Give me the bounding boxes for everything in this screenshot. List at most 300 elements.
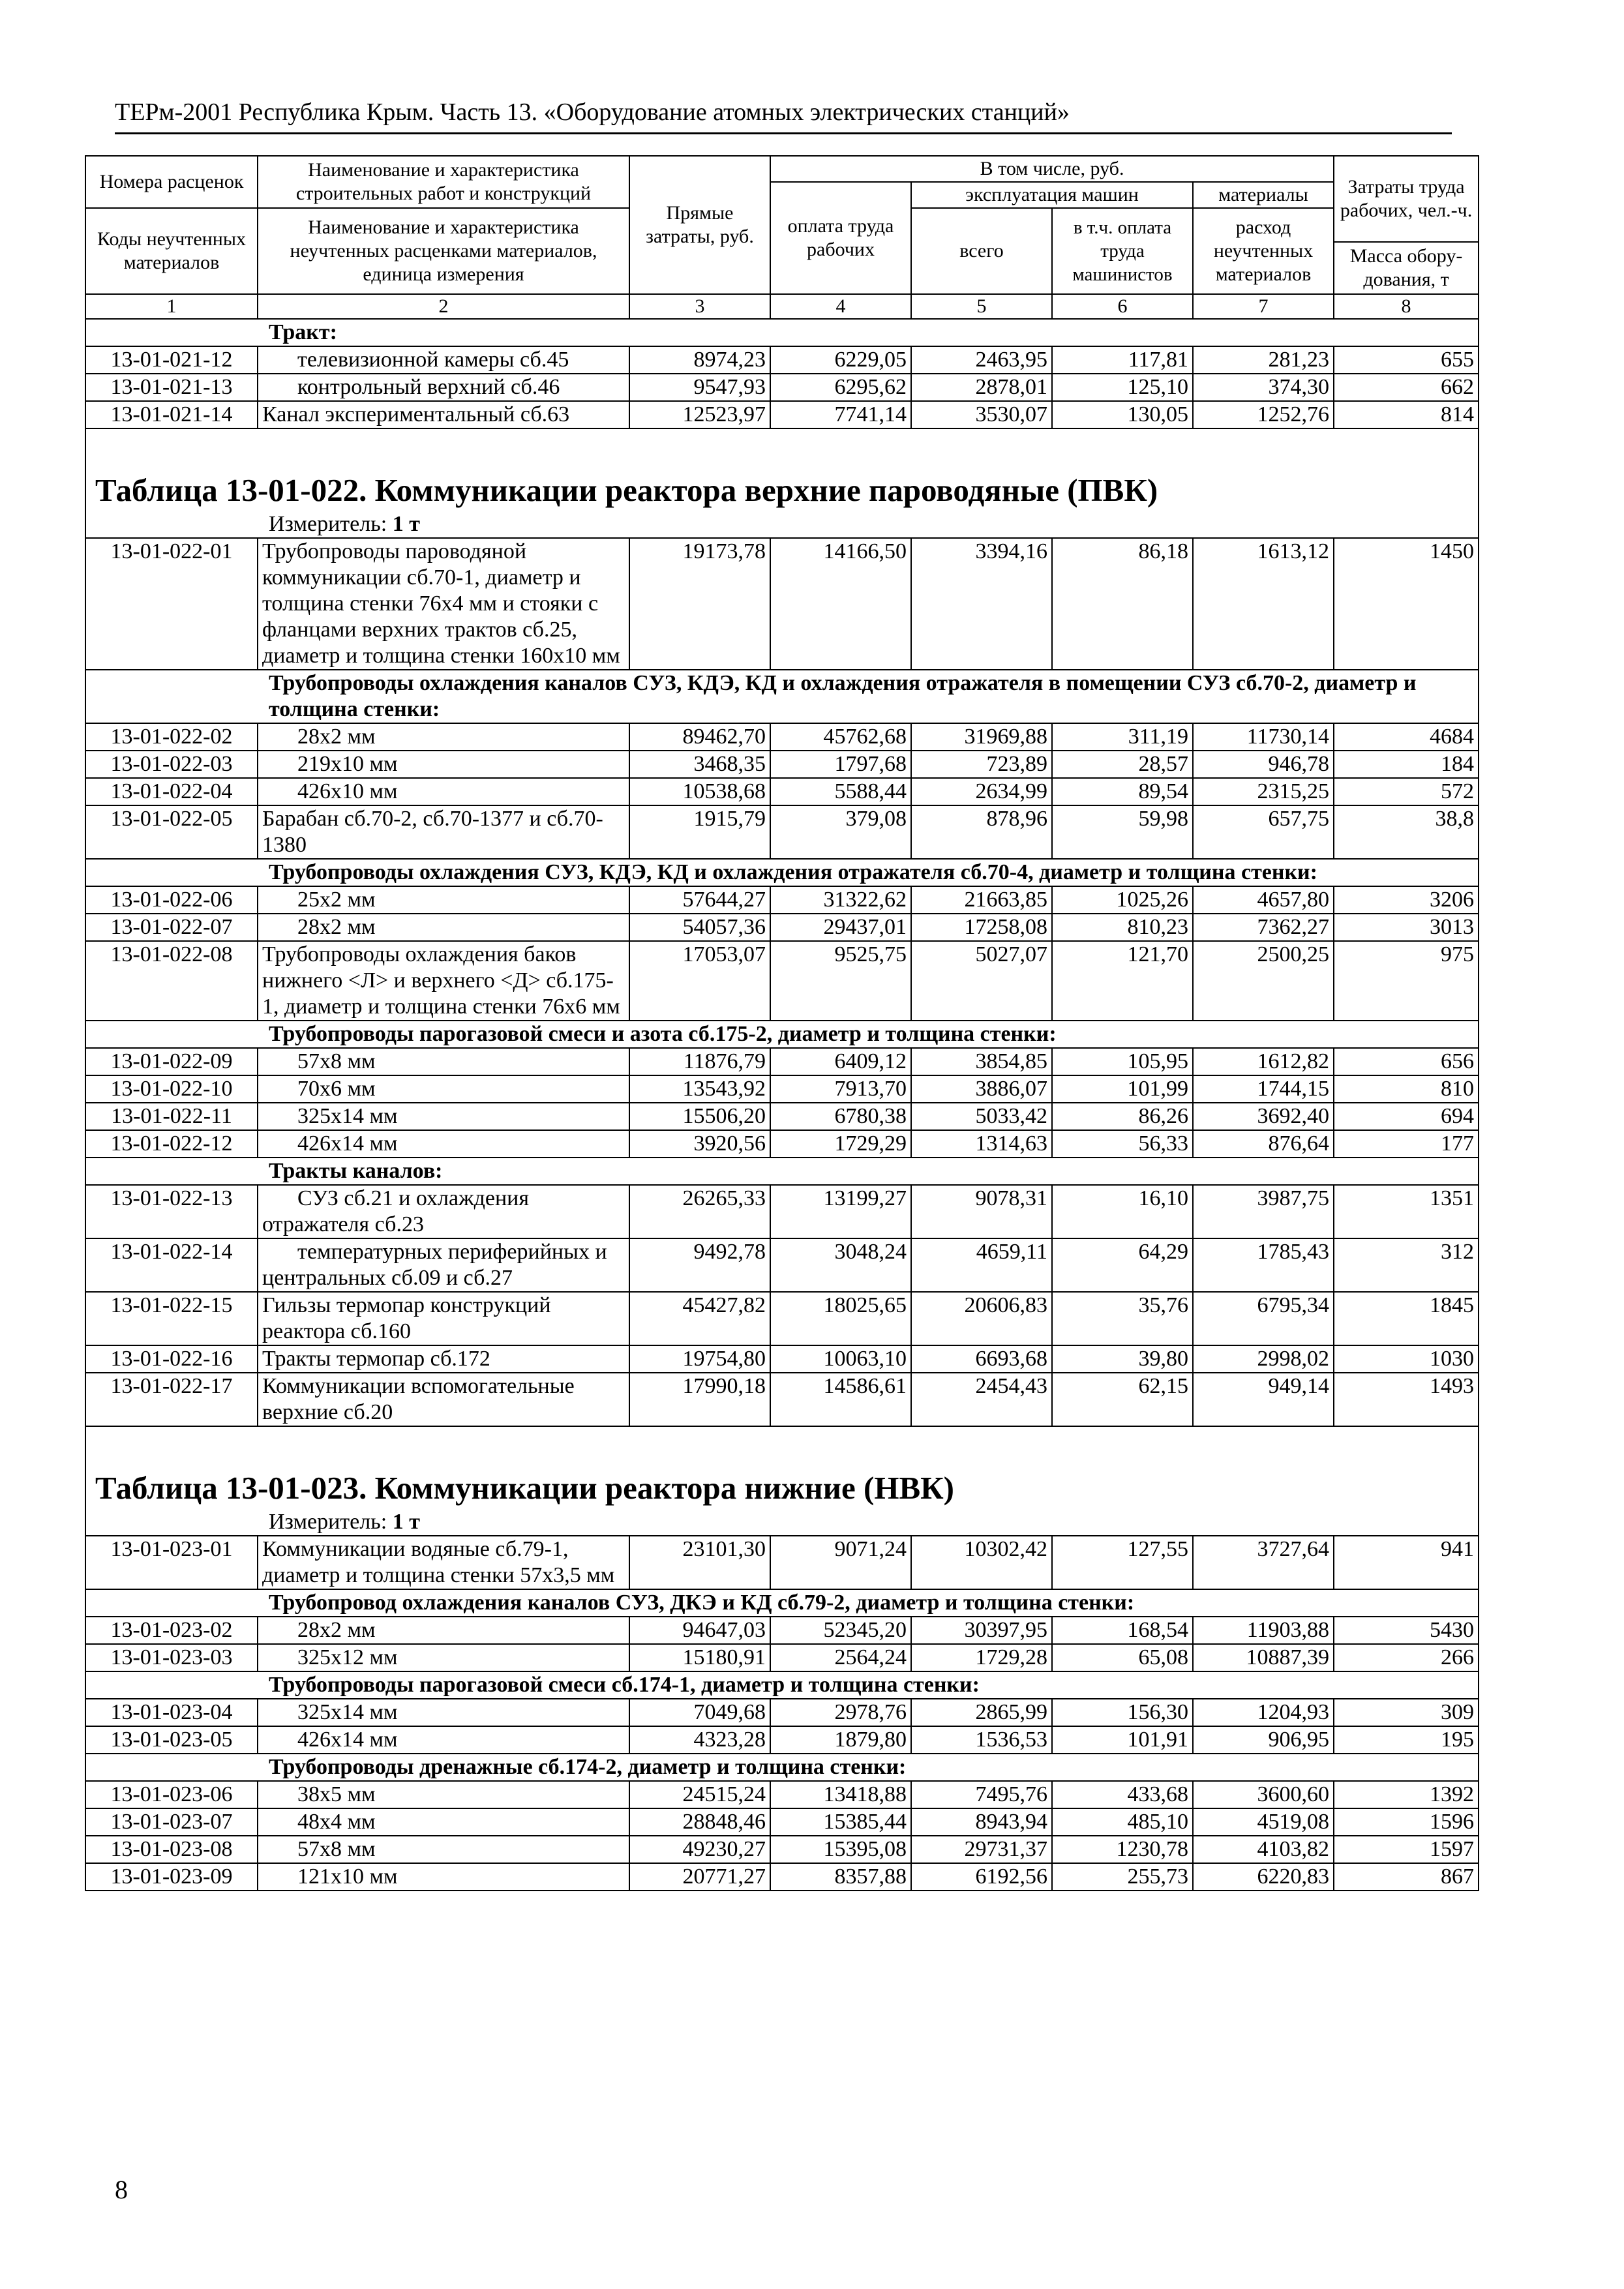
rate-code: 13-01-022-17: [85, 1373, 258, 1426]
value-v7: 10887,39: [1193, 1644, 1334, 1671]
header-number: 3: [629, 294, 770, 319]
group-row: [85, 1158, 1479, 1185]
rate-name: Канал экспериментальный сб.63: [258, 401, 629, 428]
table-row: [85, 886, 1479, 914]
table-row: [85, 1644, 1479, 1671]
rate-name: 426x14 мм: [258, 1130, 629, 1158]
value-v5: 1729,28: [911, 1644, 1052, 1671]
value-v4: 13199,27: [770, 1185, 911, 1238]
value-v4: 8357,88: [770, 1863, 911, 1891]
value-v7: 1785,43: [1193, 1238, 1334, 1292]
table-row: [85, 914, 1479, 941]
value-v7: 2998,02: [1193, 1345, 1334, 1373]
value-v5: 1314,63: [911, 1130, 1052, 1158]
value-v4: 6780,38: [770, 1103, 911, 1130]
value-v8: 814: [1334, 401, 1479, 428]
value-v4: 1879,80: [770, 1726, 911, 1754]
value-v5: 4659,11: [911, 1238, 1052, 1292]
rate-code: 13-01-022-01: [85, 538, 258, 670]
measure: [85, 1509, 1479, 1536]
rate-code: 13-01-022-03: [85, 751, 258, 778]
value-v5: 30397,95: [911, 1617, 1052, 1644]
value-v6: 127,55: [1052, 1536, 1193, 1589]
value-v4: 45762,68: [770, 723, 911, 751]
value-v4: 15395,08: [770, 1836, 911, 1863]
value-v3: 3920,56: [629, 1130, 770, 1158]
rate-code: 13-01-023-02: [85, 1617, 258, 1644]
value-v3: 8974,23: [629, 346, 770, 374]
value-v5: 3394,16: [911, 538, 1052, 670]
value-v3: 54057,36: [629, 914, 770, 941]
rate-code: 13-01-022-15: [85, 1292, 258, 1345]
rate-code: 13-01-023-01: [85, 1536, 258, 1589]
rate-name: Коммуникации водяные сб.79-1, диаметр и толщина стенки 57x3,5 мм: [258, 1536, 629, 1589]
table-row: [85, 1185, 1479, 1238]
value-v5: 878,96: [911, 805, 1052, 859]
value-v5: 20606,83: [911, 1292, 1052, 1345]
value-v6: 1025,26: [1052, 886, 1193, 914]
value-v5: 2865,99: [911, 1699, 1052, 1726]
table-row: [85, 1103, 1479, 1130]
value-v7: 657,75: [1193, 805, 1334, 859]
value-v5: 1536,53: [911, 1726, 1052, 1754]
value-v8: 3013: [1334, 914, 1479, 941]
rate-name: 121x10 мм: [258, 1863, 629, 1891]
header-number: 8: [1334, 294, 1479, 319]
rate-name: 28x2 мм: [258, 1617, 629, 1644]
rate-code: 13-01-023-06: [85, 1781, 258, 1808]
rate-name: Трубопроводы пароводяной коммуникации сб.70-1, диаметр и толщина стенки 76x4 мм и стояки с фланцами верхних трактов сб.25, диаметр и толщина стенки 160x10 мм: [258, 538, 629, 670]
value-v3: 7049,68: [629, 1699, 770, 1726]
value-v6: 485,10: [1052, 1808, 1193, 1836]
header-col6: в т.ч. оплата труда машинистов: [1052, 208, 1193, 294]
value-v5: 8943,94: [911, 1808, 1052, 1836]
table-row: [85, 1699, 1479, 1726]
rate-code: 13-01-022-16: [85, 1345, 258, 1373]
header-number: 2: [258, 294, 629, 319]
value-v4: 13418,88: [770, 1781, 911, 1808]
value-v3: 89462,70: [629, 723, 770, 751]
value-v4: 3048,24: [770, 1238, 911, 1292]
rate-code: 13-01-022-09: [85, 1048, 258, 1075]
value-v8: 662: [1334, 374, 1479, 401]
value-v6: 89,54: [1052, 778, 1193, 805]
rate-name: 25x2 мм: [258, 886, 629, 914]
value-v8: 867: [1334, 1863, 1479, 1891]
header-number: 4: [770, 294, 911, 319]
value-v7: 3987,75: [1193, 1185, 1334, 1238]
value-v7: 4657,80: [1193, 886, 1334, 914]
rate-code: 13-01-022-12: [85, 1130, 258, 1158]
rate-code: 13-01-022-14: [85, 1238, 258, 1292]
value-v4: 6295,62: [770, 374, 911, 401]
value-v8: 572: [1334, 778, 1479, 805]
value-v8: 184: [1334, 751, 1479, 778]
header-number: 1: [85, 294, 258, 319]
table-row: [85, 1075, 1479, 1103]
table-row: [85, 346, 1479, 374]
rate-code: 13-01-023-09: [85, 1863, 258, 1891]
table-row: [85, 723, 1479, 751]
value-v7: 2500,25: [1193, 941, 1334, 1021]
rate-name: телевизионной камеры сб.45: [258, 346, 629, 374]
rate-name: 28x2 мм: [258, 914, 629, 941]
table-title-row: [85, 428, 1479, 511]
value-v3: 57644,27: [629, 886, 770, 914]
value-v3: 19173,78: [629, 538, 770, 670]
rate-code: 13-01-022-13: [85, 1185, 258, 1238]
rate-code: 13-01-021-14: [85, 401, 258, 428]
page-number: 8: [115, 2175, 128, 2204]
value-v4: 6229,05: [770, 346, 911, 374]
value-v3: 13543,92: [629, 1075, 770, 1103]
value-v6: 121,70: [1052, 941, 1193, 1021]
header-col3: Прямые затраты, руб.: [629, 156, 770, 294]
value-v4: 6409,12: [770, 1048, 911, 1075]
value-v3: 28848,46: [629, 1808, 770, 1836]
group-row: [85, 1754, 1479, 1781]
value-v6: 130,05: [1052, 401, 1193, 428]
value-v8: 38,8: [1334, 805, 1479, 859]
value-v7: 949,14: [1193, 1373, 1334, 1426]
value-v8: 1351: [1334, 1185, 1479, 1238]
value-v4: 1797,68: [770, 751, 911, 778]
header-number: 5: [911, 294, 1052, 319]
table-title: Таблица 13-01-023. Коммуникации реактора нижние (НВК): [85, 1426, 1479, 1509]
value-v8: 1450: [1334, 538, 1479, 670]
value-v5: 723,89: [911, 751, 1052, 778]
value-v3: 12523,97: [629, 401, 770, 428]
rate-code: 13-01-023-04: [85, 1699, 258, 1726]
value-v4: 7913,70: [770, 1075, 911, 1103]
value-v3: 4323,28: [629, 1726, 770, 1754]
table-title-row: [85, 1426, 1479, 1509]
value-v8: 195: [1334, 1726, 1479, 1754]
value-v7: 6220,83: [1193, 1863, 1334, 1891]
value-v4: 10063,10: [770, 1345, 911, 1373]
rate-code: 13-01-022-08: [85, 941, 258, 1021]
measure-label: Измеритель:: [269, 512, 387, 536]
header-machines: эксплуатация машин: [911, 182, 1193, 208]
value-v7: 906,95: [1193, 1726, 1334, 1754]
rates-table: [85, 155, 1479, 1891]
value-v3: 10538,68: [629, 778, 770, 805]
table-row: [85, 1373, 1479, 1426]
table-row: [85, 751, 1479, 778]
table-row: [85, 1292, 1479, 1345]
header-col4: оплата труда рабочих: [770, 182, 911, 294]
value-v4: 31322,62: [770, 886, 911, 914]
value-v3: 1915,79: [629, 805, 770, 859]
rate-name: температурных периферийных и центральных сб.09 и сб.27: [258, 1238, 629, 1292]
rate-name: Гильзы термопар конструкций реактора сб.160: [258, 1292, 629, 1345]
header-col1-bottom: Коды неучтенных материалов: [85, 208, 258, 294]
value-v8: 975: [1334, 941, 1479, 1021]
table-row: [85, 1536, 1479, 1589]
value-v7: 2315,25: [1193, 778, 1334, 805]
value-v8: 3206: [1334, 886, 1479, 914]
rate-name: 57x8 мм: [258, 1836, 629, 1863]
rate-name: 28x2 мм: [258, 723, 629, 751]
value-v7: 3600,60: [1193, 1781, 1334, 1808]
value-v3: 17053,07: [629, 941, 770, 1021]
rate-name: 70x6 мм: [258, 1075, 629, 1103]
value-v4: 15385,44: [770, 1808, 911, 1836]
value-v6: 56,33: [1052, 1130, 1193, 1158]
group-row: [85, 670, 1479, 723]
rate-code: 13-01-022-06: [85, 886, 258, 914]
table-row: [85, 401, 1479, 428]
value-v3: 49230,27: [629, 1836, 770, 1863]
table-row: [85, 1238, 1479, 1292]
value-v3: 26265,33: [629, 1185, 770, 1238]
value-v8: 1030: [1334, 1345, 1479, 1373]
group-label: Тракт:: [85, 319, 1479, 346]
rate-name: Трубопроводы охлаждения баков нижнего <Л> и верхнего <Д> сб.175-1, диаметр и толщина стенки 76x6 мм: [258, 941, 629, 1021]
value-v4: 1729,29: [770, 1130, 911, 1158]
value-v6: 255,73: [1052, 1863, 1193, 1891]
value-v5: 2878,01: [911, 374, 1052, 401]
rate-name: контрольный верхний сб.46: [258, 374, 629, 401]
value-v8: 1596: [1334, 1808, 1479, 1836]
value-v7: 3727,64: [1193, 1536, 1334, 1589]
value-v7: 4103,82: [1193, 1836, 1334, 1863]
measure-unit: 1 т: [392, 1510, 420, 1534]
value-v6: 65,08: [1052, 1644, 1193, 1671]
header-materials: материалы: [1193, 182, 1334, 208]
value-v8: 1493: [1334, 1373, 1479, 1426]
value-v6: 62,15: [1052, 1373, 1193, 1426]
rate-code: 13-01-022-11: [85, 1103, 258, 1130]
value-v6: 64,29: [1052, 1238, 1193, 1292]
value-v8: 1597: [1334, 1836, 1479, 1863]
value-v4: 29437,01: [770, 914, 911, 941]
rate-name: 219x10 мм: [258, 751, 629, 778]
group-row: [85, 319, 1479, 346]
value-v8: 5430: [1334, 1617, 1479, 1644]
value-v6: 86,26: [1052, 1103, 1193, 1130]
value-v3: 45427,82: [629, 1292, 770, 1345]
value-v5: 6693,68: [911, 1345, 1052, 1373]
group-label: Трубопроводы дренажные сб.174-2, диаметр и толщина стенки:: [85, 1754, 1479, 1781]
value-v6: 168,54: [1052, 1617, 1193, 1644]
value-v8: 1392: [1334, 1781, 1479, 1808]
value-v6: 59,98: [1052, 805, 1193, 859]
value-v6: 156,30: [1052, 1699, 1193, 1726]
header-number: 7: [1193, 294, 1334, 319]
rate-code: 13-01-022-07: [85, 914, 258, 941]
header-col7: расход неучтенных материалов: [1193, 208, 1334, 294]
value-v7: 946,78: [1193, 751, 1334, 778]
value-v8: 4684: [1334, 723, 1479, 751]
value-v6: 105,95: [1052, 1048, 1193, 1075]
rate-name: Коммуникации вспомогательные верхние сб.20: [258, 1373, 629, 1426]
value-v3: 15506,20: [629, 1103, 770, 1130]
value-v6: 1230,78: [1052, 1836, 1193, 1863]
rate-name: 325x12 мм: [258, 1644, 629, 1671]
table-row: [85, 1836, 1479, 1863]
table-row: [85, 805, 1479, 859]
value-v6: 16,10: [1052, 1185, 1193, 1238]
value-v8: 177: [1334, 1130, 1479, 1158]
value-v5: 10302,42: [911, 1536, 1052, 1589]
value-v5: 2634,99: [911, 778, 1052, 805]
rate-name: 325x14 мм: [258, 1699, 629, 1726]
value-v3: 94647,03: [629, 1617, 770, 1644]
value-v7: 7362,27: [1193, 914, 1334, 941]
value-v4: 2978,76: [770, 1699, 911, 1726]
value-v7: 1252,76: [1193, 401, 1334, 428]
value-v3: 19754,80: [629, 1345, 770, 1373]
value-v6: 101,91: [1052, 1726, 1193, 1754]
value-v5: 17258,08: [911, 914, 1052, 941]
value-v5: 29731,37: [911, 1836, 1052, 1863]
rate-code: 13-01-022-02: [85, 723, 258, 751]
rate-code: 13-01-023-08: [85, 1836, 258, 1863]
value-v3: 20771,27: [629, 1863, 770, 1891]
value-v5: 31969,88: [911, 723, 1052, 751]
rate-code: 13-01-023-05: [85, 1726, 258, 1754]
value-v6: 810,23: [1052, 914, 1193, 941]
rate-name: СУЗ сб.21 и охлаждения отражателя сб.23: [258, 1185, 629, 1238]
value-v7: 11903,88: [1193, 1617, 1334, 1644]
table-title: Таблица 13-01-022. Коммуникации реактора верхние пароводяные (ПВК): [85, 428, 1479, 511]
value-v5: 5027,07: [911, 941, 1052, 1021]
value-v5: 3854,85: [911, 1048, 1052, 1075]
value-v8: 941: [1334, 1536, 1479, 1589]
measure-row: [85, 511, 1479, 538]
value-v4: 2564,24: [770, 1644, 911, 1671]
value-v8: 266: [1334, 1644, 1479, 1671]
value-v7: 281,23: [1193, 346, 1334, 374]
header-numbers-row: [85, 294, 1479, 319]
value-v3: 17990,18: [629, 1373, 770, 1426]
value-v6: 28,57: [1052, 751, 1193, 778]
table-row: [85, 1726, 1479, 1754]
value-v7: 876,64: [1193, 1130, 1334, 1158]
header-group: В том числе, руб.: [770, 156, 1334, 182]
rate-code: 13-01-022-04: [85, 778, 258, 805]
value-v6: 117,81: [1052, 346, 1193, 374]
value-v6: 35,76: [1052, 1292, 1193, 1345]
value-v8: 694: [1334, 1103, 1479, 1130]
header-col8-top: Затраты труда рабочих, чел.-ч.: [1334, 156, 1479, 242]
value-v7: 1612,82: [1193, 1048, 1334, 1075]
value-v6: 311,19: [1052, 723, 1193, 751]
measure-row: [85, 1509, 1479, 1536]
rate-name: 325x14 мм: [258, 1103, 629, 1130]
group-row: [85, 1589, 1479, 1617]
table-row: [85, 778, 1479, 805]
table-row: [85, 538, 1479, 670]
rate-name: 426x10 мм: [258, 778, 629, 805]
group-row: [85, 859, 1479, 886]
value-v5: 2454,43: [911, 1373, 1052, 1426]
measure-unit: 1 т: [392, 512, 420, 536]
rate-code: 13-01-021-13: [85, 374, 258, 401]
table-row: [85, 1808, 1479, 1836]
value-v6: 86,18: [1052, 538, 1193, 670]
measure-label: Измеритель:: [269, 1510, 387, 1534]
page-header: ТЕРм-2001 Республика Крым. Часть 13. «Оборудование атомных электрических станций»: [115, 98, 1070, 126]
rate-name: 426x14 мм: [258, 1726, 629, 1754]
table-row: [85, 1863, 1479, 1891]
rate-code: 13-01-022-10: [85, 1075, 258, 1103]
value-v8: 810: [1334, 1075, 1479, 1103]
value-v8: 1845: [1334, 1292, 1479, 1345]
rate-code: 13-01-023-07: [85, 1808, 258, 1836]
group-label: Тракты каналов:: [85, 1158, 1479, 1185]
header-col1-top: Номера расценок: [85, 156, 258, 208]
table-row: [85, 1781, 1479, 1808]
value-v7: 1613,12: [1193, 538, 1334, 670]
value-v5: 5033,42: [911, 1103, 1052, 1130]
value-v4: 9525,75: [770, 941, 911, 1021]
value-v4: 14586,61: [770, 1373, 911, 1426]
value-v4: 379,08: [770, 805, 911, 859]
value-v7: 1204,93: [1193, 1699, 1334, 1726]
value-v3: 9547,93: [629, 374, 770, 401]
value-v4: 18025,65: [770, 1292, 911, 1345]
value-v7: 4519,08: [1193, 1808, 1334, 1836]
value-v3: 11876,79: [629, 1048, 770, 1075]
rate-name: 48x4 мм: [258, 1808, 629, 1836]
value-v4: 14166,50: [770, 538, 911, 670]
value-v3: 9492,78: [629, 1238, 770, 1292]
value-v5: 9078,31: [911, 1185, 1052, 1238]
group-label: Трубопроводы охлаждения СУЗ, КДЭ, КД и охлаждения отражателя сб.70-4, диаметр и толщина стенки:: [85, 859, 1479, 886]
value-v4: 5588,44: [770, 778, 911, 805]
value-v6: 39,80: [1052, 1345, 1193, 1373]
rate-code: 13-01-022-05: [85, 805, 258, 859]
value-v5: 2463,95: [911, 346, 1052, 374]
value-v7: 3692,40: [1193, 1103, 1334, 1130]
table-row: [85, 1345, 1479, 1373]
table-row: [85, 374, 1479, 401]
value-v3: 24515,24: [629, 1781, 770, 1808]
group-label: Трубопроводы парогазовой смеси и азота сб.175-2, диаметр и толщина стенки:: [85, 1021, 1479, 1048]
value-v3: 3468,35: [629, 751, 770, 778]
table-row: [85, 941, 1479, 1021]
value-v7: 11730,14: [1193, 723, 1334, 751]
value-v5: 3530,07: [911, 401, 1052, 428]
value-v5: 6192,56: [911, 1863, 1052, 1891]
value-v4: 7741,14: [770, 401, 911, 428]
table-row: [85, 1617, 1479, 1644]
rate-name: Тракты термопар сб.172: [258, 1345, 629, 1373]
value-v5: 21663,85: [911, 886, 1052, 914]
value-v7: 6795,34: [1193, 1292, 1334, 1345]
table-row: [85, 1130, 1479, 1158]
value-v6: 433,68: [1052, 1781, 1193, 1808]
value-v6: 125,10: [1052, 374, 1193, 401]
header-col8-bottom: Масса обору-дования, т: [1334, 242, 1479, 294]
group-label: Трубопровод охлаждения каналов СУЗ, ДКЭ и КД сб.79-2, диаметр и толщина стенки:: [85, 1589, 1479, 1617]
group-label: Трубопроводы охлаждения каналов СУЗ, КДЭ, КД и охлаждения отражателя в помещении СУЗ сб.70-2, диаметр и толщина стенки:: [85, 670, 1479, 723]
value-v6: 101,99: [1052, 1075, 1193, 1103]
rate-name: Барабан сб.70-2, сб.70-1377 и сб.70-1380: [258, 805, 629, 859]
rate-name: 38x5 мм: [258, 1781, 629, 1808]
value-v3: 15180,91: [629, 1644, 770, 1671]
value-v4: 9071,24: [770, 1536, 911, 1589]
header-col5: всего: [911, 208, 1052, 294]
rate-code: 13-01-023-03: [85, 1644, 258, 1671]
header-col2-top: Наименование и характеристика строительных работ и конструкций: [258, 156, 629, 208]
group-row: [85, 1021, 1479, 1048]
group-label: Трубопроводы парогазовой смеси сб.174-1, диаметр и толщина стенки:: [85, 1671, 1479, 1699]
value-v8: 312: [1334, 1238, 1479, 1292]
measure: [85, 511, 1479, 538]
